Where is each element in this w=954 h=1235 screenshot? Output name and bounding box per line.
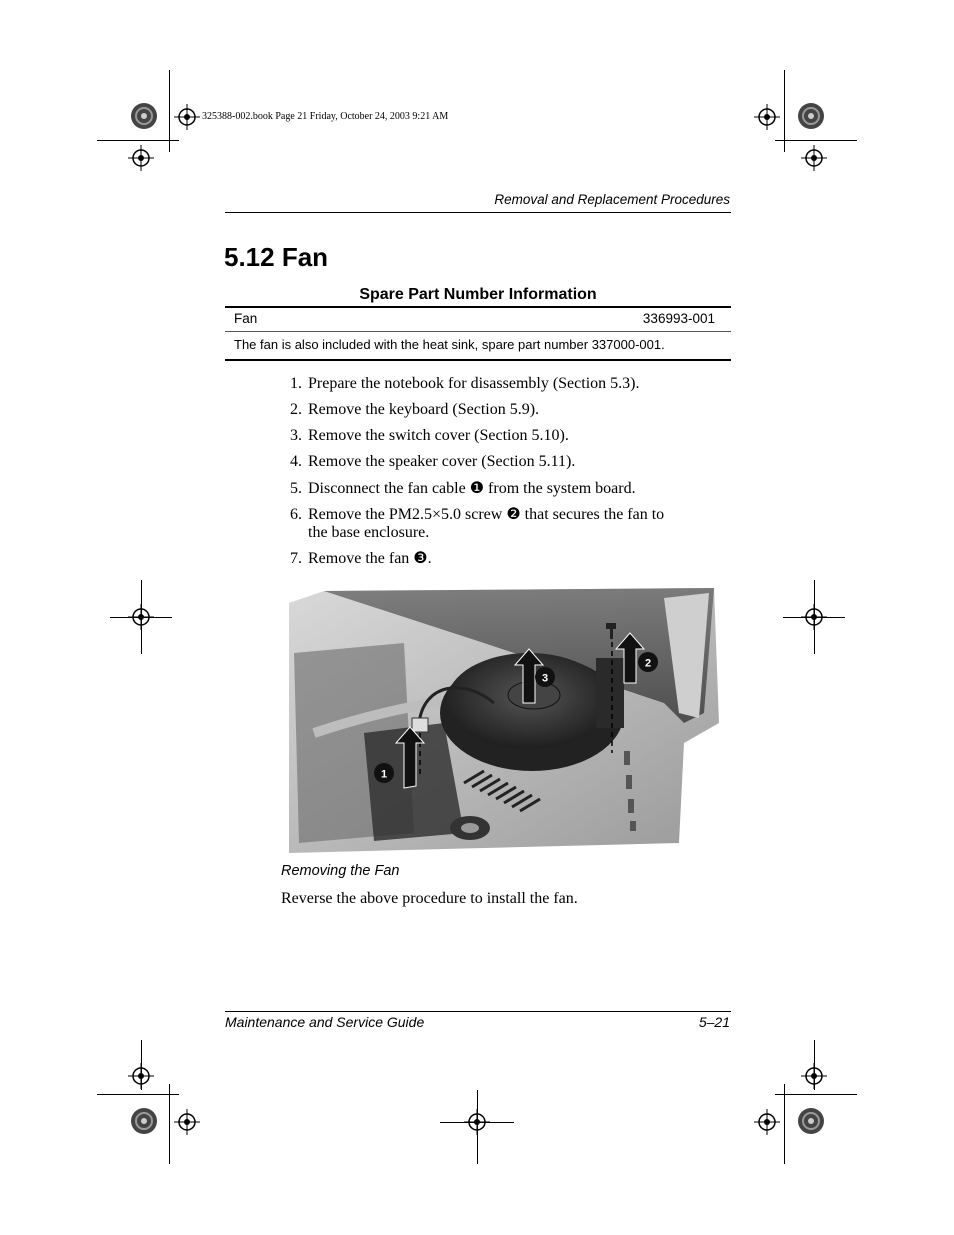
book-info-line: 325388-002.book Page 21 Friday, October 24, 2003 9:21 AM	[202, 111, 449, 122]
table-rule	[225, 306, 731, 308]
table-rule	[225, 331, 731, 332]
table-rule	[225, 359, 731, 361]
running-header: Removal and Replacement Procedures	[494, 192, 730, 207]
registration-target-icon	[801, 145, 827, 171]
registration-target-icon	[754, 104, 780, 130]
svg-text:3: 3	[541, 672, 549, 685]
svg-text:2: 2	[644, 657, 652, 670]
color-wheel-icon	[130, 1107, 158, 1135]
footer-guide-title: Maintenance and Service Guide	[225, 1014, 425, 1030]
registration-target-icon	[128, 145, 154, 171]
closing-instruction: Reverse the above procedure to install the fan.	[281, 890, 578, 907]
color-wheel-icon	[797, 1107, 825, 1135]
svg-text:1: 1	[380, 768, 388, 781]
callout-2	[638, 652, 658, 672]
color-wheel-icon	[797, 102, 825, 130]
callout-3	[535, 667, 555, 687]
spare-part-note: The fan is also included with the heat sink, spare part number 337000-001.	[234, 337, 665, 352]
color-wheel-icon	[130, 102, 158, 130]
section-title: 5.12 Fan	[224, 242, 329, 272]
fan-removal-illustration	[284, 583, 724, 858]
registration-target-icon	[174, 104, 200, 130]
callout-1	[374, 763, 394, 783]
header-rule	[225, 212, 731, 213]
registration-target-icon	[754, 1109, 780, 1135]
footer-page-number: 5–21	[698, 1014, 730, 1030]
spare-part-number: 336993-001	[642, 311, 715, 326]
figure-caption: Removing the Fan	[281, 863, 400, 879]
footer-rule	[225, 1011, 731, 1012]
spare-part-name: Fan	[234, 311, 258, 326]
registration-target-icon	[174, 1109, 200, 1135]
spare-part-table-title: Spare Part Number Information	[359, 286, 597, 303]
